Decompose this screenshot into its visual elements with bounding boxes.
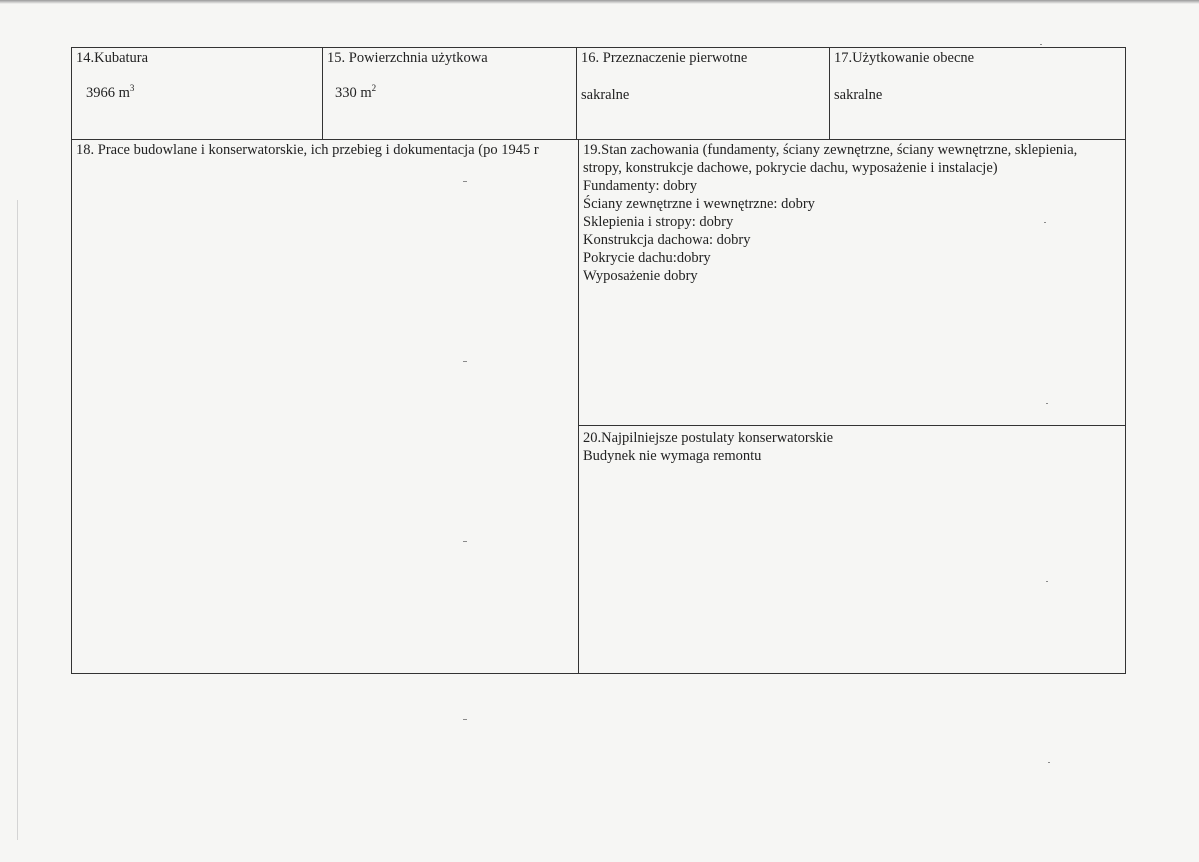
stan-item-sciany: Ściany zewnętrzne i wewnętrzne: dobry	[583, 196, 815, 212]
kubatura-unit-exponent: 3	[129, 83, 135, 93]
scan-speck	[463, 719, 467, 720]
stan-item-konstrukcja: Konstrukcja dachowa: dobry	[583, 232, 751, 248]
postulaty-cell	[578, 425, 1126, 674]
scan-top-shadow	[0, 0, 1199, 4]
scan-speck	[1046, 403, 1048, 404]
przeznaczenie-value: sakralne	[581, 87, 630, 103]
scan-speck	[1040, 44, 1042, 45]
stan-label-line2: stropy, konstrukcje dachowe, pokrycie dachu, wyposażenie i instalacje)	[583, 160, 998, 176]
postulaty-value: Budynek nie wymaga remontu	[583, 448, 762, 464]
powierzchnia-value	[327, 84, 572, 102]
stan-item-sklepienia: Sklepienia i stropy: dobry	[583, 214, 734, 230]
prace-label: 18. Prace budowlane i konserwatorskie, ich przebieg i dokumentacja (po 1945 r	[76, 142, 539, 158]
scan-speck	[463, 541, 467, 542]
stan-zachowania-cell	[578, 139, 1126, 425]
przeznaczenie-label: 16. Przeznaczenie pierwotne	[581, 50, 748, 66]
scan-speck	[463, 361, 467, 362]
kubatura-label: 14.Kubatura	[76, 50, 149, 66]
scan-speck	[1044, 222, 1046, 223]
uzytkowanie-cell	[829, 47, 1126, 139]
stan-item-wyposazenie: Wyposażenie dobry	[583, 268, 698, 284]
prace-cell	[71, 139, 578, 674]
powierzchnia-label: 15. Powierzchnia użytkowa	[327, 50, 488, 66]
powierzchnia-cell	[322, 47, 576, 139]
uzytkowanie-label: 17.Użytkowanie obecne	[834, 50, 975, 66]
postulaty-label: 20.Najpilniejsze postulaty konserwatorskie	[583, 430, 834, 446]
scan-speck	[1048, 762, 1050, 763]
scan-left-edge	[17, 200, 18, 840]
stan-label-line1: 19.Stan zachowania (fundamenty, ściany zewnętrzne, ściany wewnętrzne, sklepienia,	[583, 142, 1078, 158]
scan-speck	[1046, 581, 1048, 582]
stan-item-pokrycie: Pokrycie dachu:dobry	[583, 250, 711, 266]
stan-item-fundamenty: Fundamenty: dobry	[583, 178, 697, 194]
przeznaczenie-cell	[576, 47, 829, 139]
uzytkowanie-value: sakralne	[834, 87, 883, 103]
heritage-record-form	[71, 47, 1126, 674]
scan-speck	[463, 181, 467, 182]
kubatura-value	[76, 84, 318, 102]
powierzchnia-unit-exponent: 2	[371, 83, 377, 93]
kubatura-cell	[71, 47, 322, 139]
kubatura-number: 3966 m	[86, 85, 130, 101]
powierzchnia-number: 330 m	[335, 85, 372, 101]
